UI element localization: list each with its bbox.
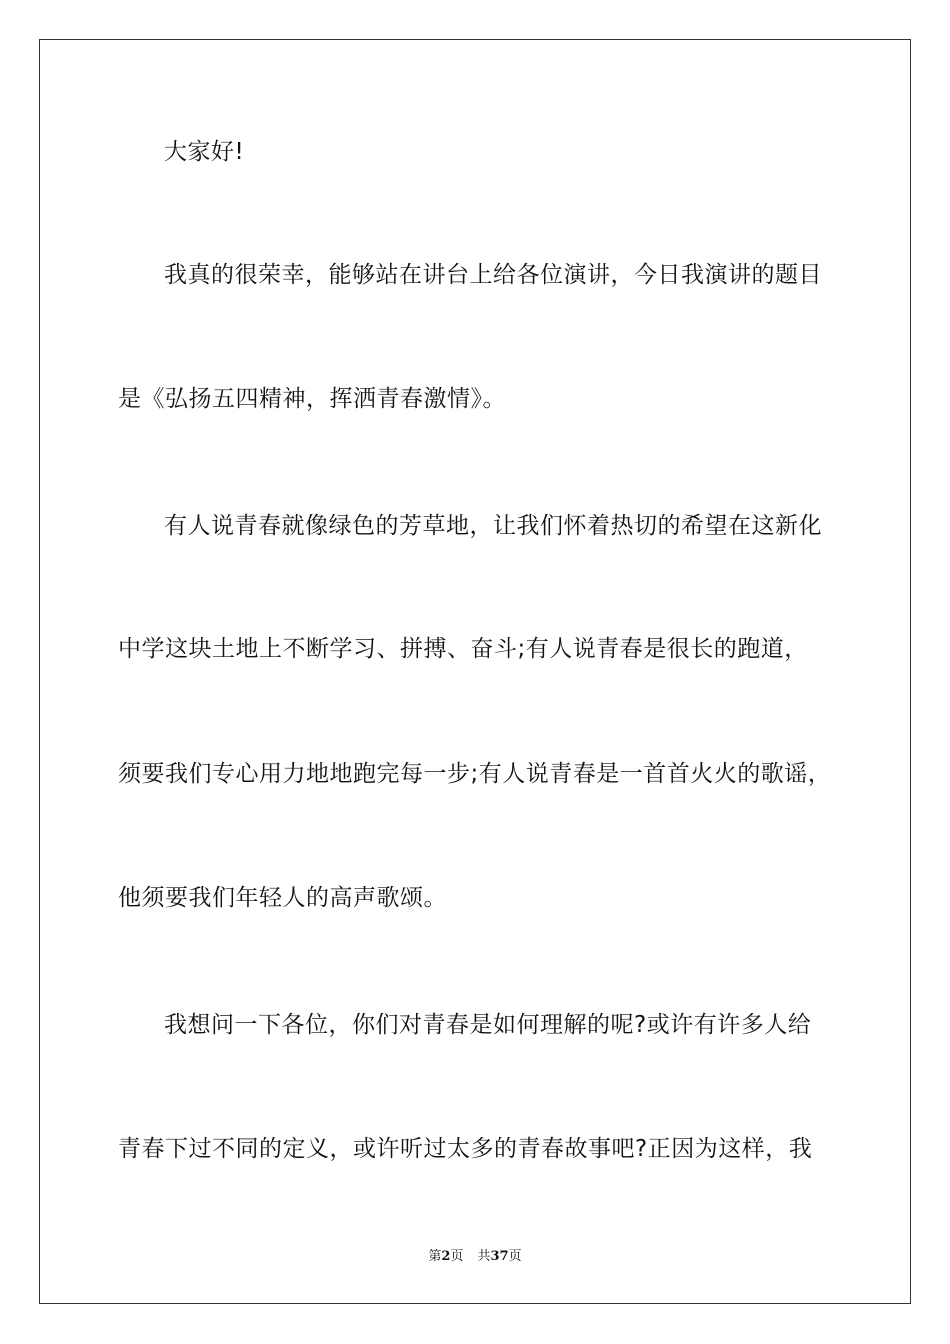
paragraph-line: 中学这块土地上不断学习、拼搏、奋斗;有人说青春是很长的跑道， xyxy=(118,636,808,662)
paragraph-line: 有人说青春就像绿色的芳草地，让我们怀着热切的希望在这新化 xyxy=(164,513,822,539)
paragraph-line: 是《弘扬五四精神，挥洒青春激情》。 xyxy=(118,386,506,412)
paragraph-line: 我真的很荣幸，能够站在讲台上给各位演讲，今日我演讲的题目 xyxy=(164,262,822,288)
total-prefix: 共 xyxy=(477,1249,491,1264)
paragraph-line: 我想问一下各位，你们对青春是如何理解的呢?或许有许多人给 xyxy=(164,1012,812,1038)
page-suffix: 页 xyxy=(450,1249,464,1264)
page-number: 2 xyxy=(441,1249,451,1264)
paragraph-line: 须要我们专心用力地地跑完每一步;有人说青春是一首首火火的歌谣， xyxy=(118,761,832,787)
total-pages: 37 xyxy=(490,1249,509,1264)
page-border xyxy=(39,39,911,1304)
page-prefix: 第 xyxy=(428,1249,442,1264)
page-footer xyxy=(0,1248,950,1266)
greeting-line: 大家好! xyxy=(164,139,245,165)
paragraph-line: 青春下过不同的定义，或许听过太多的青春故事吧?正因为这样，我 xyxy=(118,1136,813,1162)
total-suffix: 页 xyxy=(508,1249,522,1264)
paragraph-line: 他须要我们年轻人的高声歌颂。 xyxy=(118,885,447,911)
